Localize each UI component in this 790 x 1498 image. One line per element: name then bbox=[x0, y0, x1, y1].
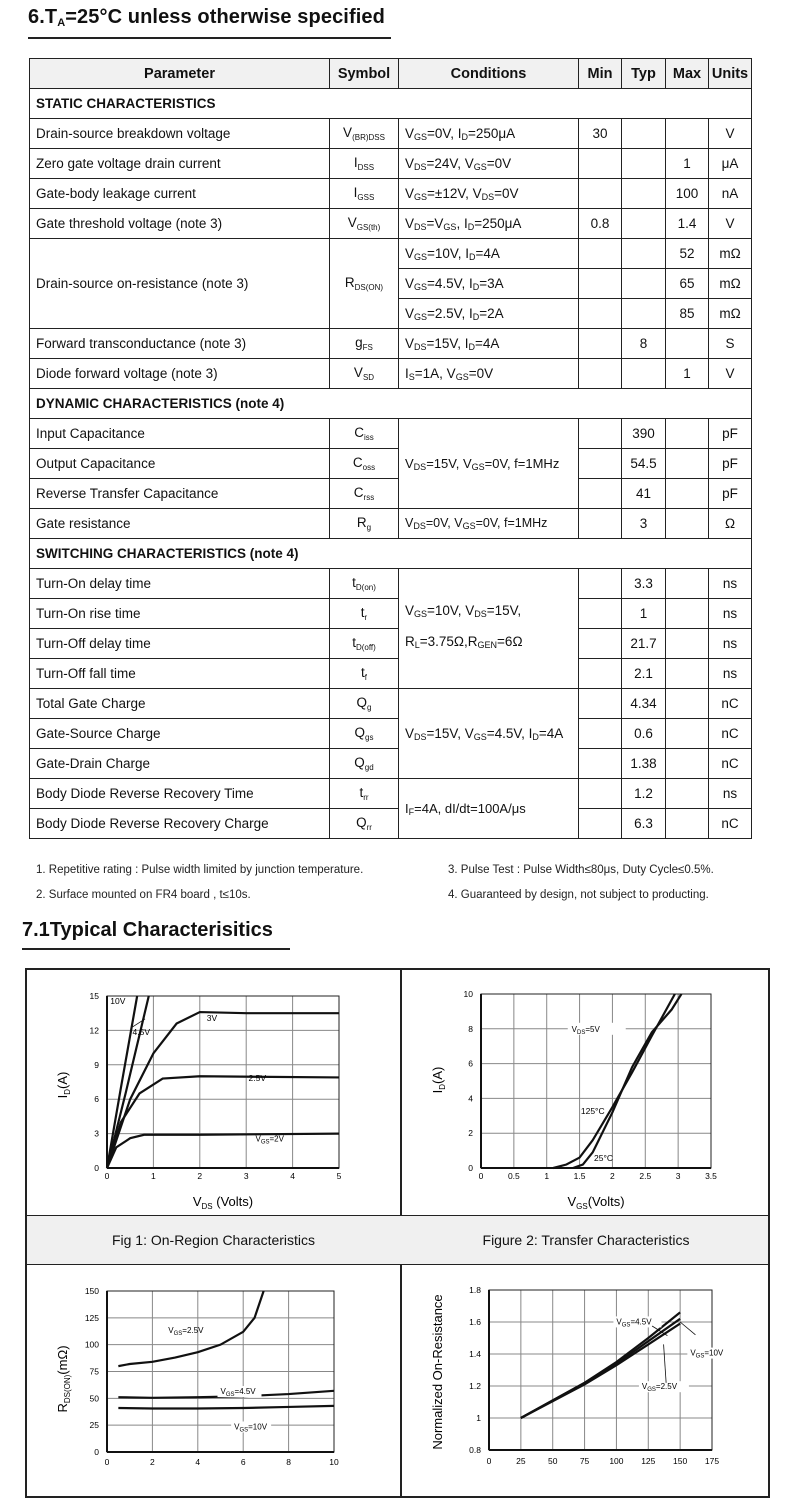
max-tdon bbox=[666, 569, 709, 599]
table-row bbox=[30, 569, 752, 599]
x-tick: 5 bbox=[336, 1171, 342, 1181]
table-body bbox=[30, 89, 752, 839]
x-axis-label: $V_{GS}(Volts)$ bbox=[567, 1194, 625, 1211]
conditions-vth: $V_{DS}=V_{GS}$, $I_D=250\mu A$ bbox=[399, 209, 579, 239]
note-1: 1. Repetitive rating : Pulse width limited by junction temperature. bbox=[36, 864, 364, 876]
unit-tr: ns bbox=[709, 599, 752, 629]
table-header-row bbox=[30, 59, 752, 89]
min-vsd bbox=[579, 359, 622, 389]
series-label: $V_{GS}=10V$ bbox=[690, 1348, 724, 1360]
min-vth: 0.8 bbox=[579, 209, 622, 239]
unit-tdon: ns bbox=[709, 569, 752, 599]
typ-tr: 1 bbox=[622, 599, 666, 629]
note-3: 3. Pulse Test : Pulse Width≤80μs, Duty Cycle≤0.5%. bbox=[448, 864, 714, 876]
symbol-ciss: $C_{iss}$ bbox=[330, 419, 399, 449]
param-gfs: Forward transconductance (note 3) bbox=[30, 329, 330, 359]
electrical-characteristics-table bbox=[29, 58, 752, 839]
table-row bbox=[30, 509, 752, 539]
note-2: 2. Surface mounted on FR4 board , t≤10s. bbox=[36, 889, 251, 901]
unit-trr: ns bbox=[709, 779, 752, 809]
table-row bbox=[30, 209, 752, 239]
symbol-coss: $C_{oss}$ bbox=[330, 449, 399, 479]
title-prefix: 6.T bbox=[28, 6, 58, 28]
min-gfs bbox=[579, 329, 622, 359]
y-tick: 12 bbox=[89, 1025, 99, 1036]
typ-rdson-0 bbox=[622, 239, 666, 269]
min-qrr bbox=[579, 809, 622, 839]
series-label: 10V bbox=[110, 996, 126, 1007]
typ-qgs: 0.6 bbox=[622, 719, 666, 749]
x-axis-label: $V_{DS}$ (Volts) bbox=[192, 1194, 254, 1211]
table-row bbox=[30, 149, 752, 179]
max-qgs bbox=[666, 719, 709, 749]
typ-ciss: 390 bbox=[622, 419, 666, 449]
table-row bbox=[30, 329, 752, 359]
table-row bbox=[30, 779, 752, 809]
col-symbol: Symbol bbox=[330, 59, 399, 89]
unit-idss: μA bbox=[709, 149, 752, 179]
param-trr: Body Diode Reverse Recovery Time bbox=[30, 779, 330, 809]
symbol-bvdss: $V_{(BR)DSS}$ bbox=[330, 119, 399, 149]
y-axis-label: $I_D(A)$ bbox=[55, 1071, 72, 1099]
table-row bbox=[30, 479, 752, 509]
table-row bbox=[30, 239, 752, 269]
y-axis-label: Normalized On-Resistance bbox=[430, 1294, 445, 1450]
typ-vsd bbox=[622, 359, 666, 389]
series-label: $V_{GS}=10V$ bbox=[234, 1422, 268, 1434]
unit-crss: pF bbox=[709, 479, 752, 509]
unit-qgs: nC bbox=[709, 719, 752, 749]
max-qgd bbox=[666, 749, 709, 779]
x-tick: 1.5 bbox=[573, 1171, 586, 1181]
series-line bbox=[521, 1319, 680, 1418]
chart-normalized-rdson bbox=[402, 1264, 770, 1494]
x-tick: 0 bbox=[478, 1171, 484, 1181]
min-bvdss: 30 bbox=[579, 119, 622, 149]
param-idss: Zero gate voltage drain current bbox=[30, 149, 330, 179]
max-gfs bbox=[666, 329, 709, 359]
min-rg bbox=[579, 509, 622, 539]
max-tdoff bbox=[666, 629, 709, 659]
series-line bbox=[107, 1134, 339, 1168]
symbol-tdoff: $t_{D(off)}$ bbox=[330, 629, 399, 659]
series-line bbox=[573, 994, 681, 1168]
typ-trr: 1.2 bbox=[622, 779, 666, 809]
min-crss bbox=[579, 479, 622, 509]
title-suffix: =25°C unless otherwise specified bbox=[65, 6, 385, 28]
symbol-gfs: $g_{FS}$ bbox=[330, 329, 399, 359]
note-4: 4. Guaranteed by design, not subject to producting. bbox=[448, 889, 709, 901]
unit-tdoff: ns bbox=[709, 629, 752, 659]
section-underline bbox=[22, 948, 290, 950]
y-tick: 2 bbox=[468, 1128, 473, 1139]
min-tr bbox=[579, 599, 622, 629]
y-tick: 50 bbox=[89, 1393, 99, 1404]
min-idss bbox=[579, 149, 622, 179]
max-rdson-1: 65 bbox=[666, 269, 709, 299]
y-tick: 4 bbox=[468, 1093, 473, 1104]
y-tick: 1.2 bbox=[469, 1381, 481, 1391]
min-qg bbox=[579, 689, 622, 719]
chart-on-region bbox=[27, 970, 400, 1215]
label-leader bbox=[664, 1344, 667, 1382]
unit-vsd: V bbox=[709, 359, 752, 389]
y-axis-label: $R_{DS(ON)}(m\Omega)$ bbox=[55, 1345, 72, 1413]
table-row bbox=[30, 179, 752, 209]
y-tick: 0 bbox=[94, 1163, 99, 1173]
x-tick: 3 bbox=[675, 1171, 681, 1181]
typ-vth bbox=[622, 209, 666, 239]
param-tf: Turn-Off fall time bbox=[30, 659, 330, 689]
x-tick: 4 bbox=[195, 1457, 201, 1467]
plot-frame bbox=[481, 994, 711, 1168]
max-qrr bbox=[666, 809, 709, 839]
typ-igss bbox=[622, 179, 666, 209]
unit-qg: nC bbox=[709, 689, 752, 719]
series-label: $V_{GS}=2.5V$ bbox=[641, 1382, 678, 1394]
unit-qgd: nC bbox=[709, 749, 752, 779]
x-tick: 8 bbox=[286, 1457, 291, 1467]
series-line bbox=[107, 996, 149, 1168]
unit-tf: ns bbox=[709, 659, 752, 689]
typ-rdson-1 bbox=[622, 269, 666, 299]
y-tick: 15 bbox=[89, 991, 99, 1001]
param-rdson: Drain-source on-resistance (note 3) bbox=[30, 239, 330, 329]
x-tick: 0 bbox=[486, 1456, 492, 1466]
unit-gfs: S bbox=[709, 329, 752, 359]
typ-rdson-2 bbox=[622, 299, 666, 329]
series-line bbox=[553, 994, 675, 1168]
typ-tdoff: 21.7 bbox=[622, 629, 666, 659]
min-rdson-1 bbox=[579, 269, 622, 299]
param-tdoff: Turn-Off delay time bbox=[30, 629, 330, 659]
typ-coss: 54.5 bbox=[622, 449, 666, 479]
symbol-tf: $t_f$ bbox=[330, 659, 399, 689]
section-title-7-1: 7.1Typical Characterisitics bbox=[22, 919, 273, 941]
y-tick: 9 bbox=[94, 1059, 99, 1070]
y-tick: 1.8 bbox=[469, 1285, 481, 1295]
min-tf bbox=[579, 659, 622, 689]
table-row bbox=[30, 419, 752, 449]
unit-rdson-0: mΩ bbox=[709, 239, 752, 269]
param-bvdss: Drain-source breakdown voltage bbox=[30, 119, 330, 149]
typ-tf: 2.1 bbox=[622, 659, 666, 689]
chart-transfer bbox=[402, 970, 770, 1215]
symbol-igss: $I_{GSS}$ bbox=[330, 179, 399, 209]
series-label: 2.5V bbox=[248, 1072, 267, 1083]
x-tick: 1 bbox=[151, 1171, 156, 1181]
table-row bbox=[30, 809, 752, 839]
min-trr bbox=[579, 779, 622, 809]
series-label: $V_{GS}=2.5V$ bbox=[168, 1325, 204, 1337]
conditions-vsd: $I_S=1A$, $V_{GS}=0V$ bbox=[399, 359, 579, 389]
label-25c: 25°C bbox=[594, 1153, 614, 1164]
param-tr: Turn-On rise time bbox=[30, 599, 330, 629]
col-parameter: Parameter bbox=[30, 59, 330, 89]
y-tick: 100 bbox=[84, 1339, 99, 1350]
section-title-6 bbox=[28, 6, 385, 29]
x-tick: 3.5 bbox=[705, 1171, 717, 1181]
param-coss: Output Capacitance bbox=[30, 449, 330, 479]
y-tick: 3 bbox=[94, 1128, 99, 1139]
x-tick: 150 bbox=[673, 1456, 688, 1466]
col-units: Units bbox=[709, 59, 752, 89]
x-tick: 175 bbox=[704, 1456, 720, 1466]
series-label-vgs2: $V_{GS}=2V$ bbox=[255, 1134, 284, 1146]
symbol-qrr: $Q_{rr}$ bbox=[330, 809, 399, 839]
series-line bbox=[118, 1406, 334, 1409]
unit-rdson-1: mΩ bbox=[709, 269, 752, 299]
max-rdson-0: 52 bbox=[666, 239, 709, 269]
table-row bbox=[30, 359, 752, 389]
conditions-bvdss: $V_{GS}=0V$, $I_D=250\mu A$ bbox=[399, 119, 579, 149]
table-row bbox=[30, 629, 752, 659]
x-tick: 125 bbox=[641, 1456, 656, 1466]
symbol-qgd: $Q_{gd}$ bbox=[330, 749, 399, 779]
unit-qrr: nC bbox=[709, 809, 752, 839]
y-tick: 0 bbox=[94, 1447, 99, 1457]
col-conditions: Conditions bbox=[399, 59, 579, 89]
section-label: DYNAMIC CHARACTERISTICS (note 4) bbox=[30, 389, 752, 419]
y-tick: 1.6 bbox=[469, 1317, 481, 1327]
y-tick: 6 bbox=[468, 1058, 473, 1069]
vds-annotation: $V_{DS}=5V$ bbox=[571, 1024, 600, 1036]
typ-rg: 3 bbox=[622, 509, 666, 539]
y-tick: 0 bbox=[468, 1163, 473, 1173]
conditions-qg: $V_{DS}=15V$, $V_{GS}=4.5V$, $I_D=4A$ bbox=[399, 689, 579, 779]
symbol-vth: $V_{GS(th)}$ bbox=[330, 209, 399, 239]
min-rdson-2 bbox=[579, 299, 622, 329]
typ-qgd: 1.38 bbox=[622, 749, 666, 779]
title-underline bbox=[28, 37, 391, 39]
x-tick: 2.5 bbox=[639, 1171, 652, 1181]
x-tick: 1 bbox=[544, 1171, 550, 1181]
col-typ: Typ bbox=[622, 59, 666, 89]
param-vth: Gate threshold voltage (note 3) bbox=[30, 209, 330, 239]
min-qgd bbox=[579, 749, 622, 779]
conditions-trr: $I_F=4A$, dI/dt=100A/μs bbox=[399, 779, 579, 839]
symbol-trr: $t_{rr}$ bbox=[330, 779, 399, 809]
x-tick: 3 bbox=[243, 1171, 249, 1181]
x-tick: 10 bbox=[329, 1457, 339, 1467]
conditions-rg: $V_{DS}=0V$, $V_{GS}=0V$, f=1MHz bbox=[399, 509, 579, 539]
max-tr bbox=[666, 599, 709, 629]
param-tdon: Turn-On delay time bbox=[30, 569, 330, 599]
symbol-qg: $Q_g$ bbox=[330, 689, 399, 719]
y-tick: 25 bbox=[89, 1420, 99, 1431]
y-tick: 75 bbox=[89, 1366, 99, 1377]
section-row-switching bbox=[30, 539, 752, 569]
series-label: $V_{GS}=4.5V$ bbox=[220, 1387, 256, 1399]
section-label: STATIC CHARACTERISTICS bbox=[30, 89, 752, 119]
series-label: 3V bbox=[206, 1013, 218, 1024]
typ-bvdss bbox=[622, 119, 666, 149]
figure-caption-row bbox=[27, 1215, 768, 1265]
conditions-igss: $V_{GS}=\pm 12V$, $V_{DS}=0V$ bbox=[399, 179, 579, 209]
max-igss: 100 bbox=[666, 179, 709, 209]
conditions-rdson-2: $V_{GS}=2.5V$, $I_D=2A$ bbox=[399, 299, 579, 329]
max-rg bbox=[666, 509, 709, 539]
unit-ciss: pF bbox=[709, 419, 752, 449]
max-ciss bbox=[666, 419, 709, 449]
y-tick: 0.8 bbox=[469, 1445, 481, 1455]
symbol-tdon: $t_{D(on)}$ bbox=[330, 569, 399, 599]
conditions-idss: $V_{DS}=24V$, $V_{GS}=0V$ bbox=[399, 149, 579, 179]
typ-tdon: 3.3 bbox=[622, 569, 666, 599]
table-row bbox=[30, 449, 752, 479]
symbol-rdson: $R_{DS(ON)}$ bbox=[330, 239, 399, 329]
param-qgs: Gate-Source Charge bbox=[30, 719, 330, 749]
x-tick: 4 bbox=[290, 1171, 295, 1181]
max-coss bbox=[666, 449, 709, 479]
x-tick: 100 bbox=[609, 1456, 624, 1466]
y-tick: 8 bbox=[468, 1023, 473, 1034]
table-row bbox=[30, 719, 752, 749]
param-vsd: Diode forward voltage (note 3) bbox=[30, 359, 330, 389]
max-crss bbox=[666, 479, 709, 509]
symbol-crss: $C_{rss}$ bbox=[330, 479, 399, 509]
unit-coss: pF bbox=[709, 449, 752, 479]
symbol-qgs: $Q_{gs}$ bbox=[330, 719, 399, 749]
param-igss: Gate-body leakage current bbox=[30, 179, 330, 209]
param-ciss: Input Capacitance bbox=[30, 419, 330, 449]
unit-igss: nA bbox=[709, 179, 752, 209]
param-crss: Reverse Transfer Capacitance bbox=[30, 479, 330, 509]
y-tick: 1.4 bbox=[469, 1349, 481, 1359]
conditions-rdson-0: $V_{GS}=10V$, $I_D=4A$ bbox=[399, 239, 579, 269]
x-tick: 0.5 bbox=[507, 1171, 520, 1181]
series-label: 4.5V bbox=[132, 1026, 151, 1037]
y-axis-label: $I_D(A)$ bbox=[430, 1066, 447, 1094]
col-max: Max bbox=[666, 59, 709, 89]
fig2-caption: Figure 2: Transfer Characteristics bbox=[482, 1232, 690, 1248]
table-row bbox=[30, 599, 752, 629]
symbol-tr: $t_r$ bbox=[330, 599, 399, 629]
max-bvdss bbox=[666, 119, 709, 149]
x-tick: 75 bbox=[579, 1456, 590, 1466]
y-tick: 1 bbox=[476, 1413, 481, 1423]
series-label: $V_{GS}=4.5V$ bbox=[616, 1317, 652, 1329]
x-tick: 2 bbox=[197, 1171, 203, 1181]
typ-qg: 4.34 bbox=[622, 689, 666, 719]
col-min: Min bbox=[579, 59, 622, 89]
min-ciss bbox=[579, 419, 622, 449]
y-tick: 150 bbox=[84, 1286, 99, 1296]
symbol-vsd: $V_{SD}$ bbox=[330, 359, 399, 389]
max-trr bbox=[666, 779, 709, 809]
unit-bvdss: V bbox=[709, 119, 752, 149]
min-tdoff bbox=[579, 629, 622, 659]
min-rdson-0 bbox=[579, 239, 622, 269]
x-tick: 50 bbox=[547, 1456, 558, 1466]
charts-panel bbox=[25, 968, 770, 1498]
y-tick: 6 bbox=[94, 1094, 99, 1105]
max-rdson-2: 85 bbox=[666, 299, 709, 329]
param-qrr: Body Diode Reverse Recovery Charge bbox=[30, 809, 330, 839]
symbol-idss: $I_{DSS}$ bbox=[330, 149, 399, 179]
label-leader bbox=[680, 1322, 695, 1335]
typ-idss bbox=[622, 149, 666, 179]
conditions-ciss: $V_{DS}=15V$, $V_{GS}=0V$, f=1MHz bbox=[399, 419, 579, 509]
max-tf bbox=[666, 659, 709, 689]
unit-rdson-2: mΩ bbox=[709, 299, 752, 329]
series-line bbox=[107, 1076, 339, 1168]
section-row-dynamic bbox=[30, 389, 752, 419]
x-tick: 25 bbox=[516, 1456, 526, 1466]
chart-rdson-vs-id bbox=[27, 1264, 400, 1494]
conditions-tdon: $V_{GS}=10V$, $V_{DS}=15V$, $R_L=3.75\Omega,R_{GEN}=6\Omega$ bbox=[399, 569, 579, 689]
table-row bbox=[30, 659, 752, 689]
unit-vth: V bbox=[709, 209, 752, 239]
param-qgd: Gate-Drain Charge bbox=[30, 749, 330, 779]
conditions-rdson-1: $V_{GS}=4.5V$, $I_D=3A$ bbox=[399, 269, 579, 299]
max-vth: 1.4 bbox=[666, 209, 709, 239]
x-tick: 0 bbox=[104, 1171, 110, 1181]
param-rg: Gate resistance bbox=[30, 509, 330, 539]
max-vsd: 1 bbox=[666, 359, 709, 389]
typ-crss: 41 bbox=[622, 479, 666, 509]
y-tick: 125 bbox=[84, 1312, 99, 1323]
section-label: SWITCHING CHARACTERISTICS (note 4) bbox=[30, 539, 752, 569]
param-qg: Total Gate Charge bbox=[30, 689, 330, 719]
max-idss: 1 bbox=[666, 149, 709, 179]
typ-gfs: 8 bbox=[622, 329, 666, 359]
title-sub: A bbox=[57, 17, 66, 29]
x-tick: 2 bbox=[150, 1457, 155, 1467]
typ-qrr: 6.3 bbox=[622, 809, 666, 839]
symbol-rg: $R_g$ bbox=[330, 509, 399, 539]
conditions-gfs: $V_{DS}=15V$, $I_D=4A$ bbox=[399, 329, 579, 359]
x-tick: 0 bbox=[104, 1457, 110, 1467]
min-tdon bbox=[579, 569, 622, 599]
section-row-static bbox=[30, 89, 752, 119]
unit-rg: Ω bbox=[709, 509, 752, 539]
series-line bbox=[107, 996, 137, 1168]
y-tick: 10 bbox=[463, 989, 473, 999]
min-igss bbox=[579, 179, 622, 209]
table-row bbox=[30, 749, 752, 779]
fig1-caption: Fig 1: On-Region Characteristics bbox=[111, 1232, 316, 1248]
x-tick: 2 bbox=[610, 1171, 615, 1181]
min-qgs bbox=[579, 719, 622, 749]
min-coss bbox=[579, 449, 622, 479]
table-row bbox=[30, 689, 752, 719]
label-125c: 125°C bbox=[580, 1106, 605, 1117]
table-row bbox=[30, 119, 752, 149]
max-qg bbox=[666, 689, 709, 719]
x-tick: 6 bbox=[240, 1457, 246, 1467]
